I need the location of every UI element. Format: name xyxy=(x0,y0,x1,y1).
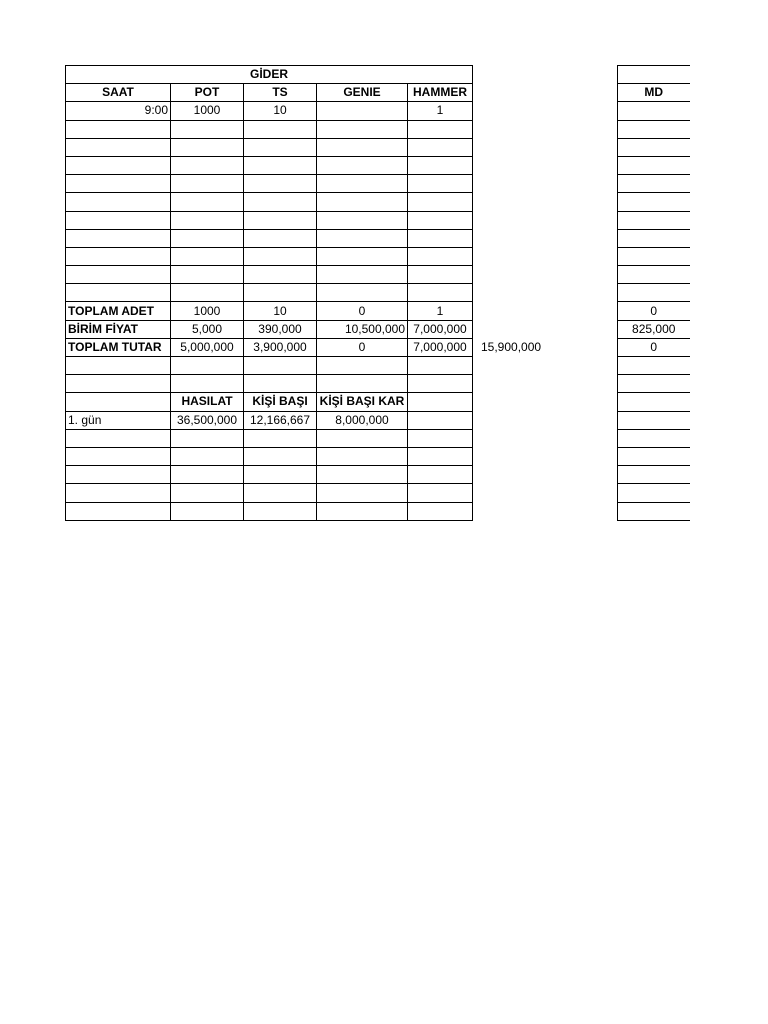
cell[interactable] xyxy=(66,502,171,520)
cell[interactable] xyxy=(171,502,244,520)
cell-ts[interactable]: 10 xyxy=(244,302,317,320)
table-row xyxy=(66,502,473,520)
cell[interactable] xyxy=(317,138,408,156)
header-kisi-basi: KİŞİ BAŞI xyxy=(244,393,317,411)
cell[interactable] xyxy=(618,66,690,84)
cell[interactable] xyxy=(317,229,408,247)
table-row xyxy=(66,466,473,484)
cell[interactable] xyxy=(317,247,408,265)
grand-total: 15,900,000 xyxy=(481,340,542,354)
cell[interactable] xyxy=(618,429,690,447)
cell[interactable] xyxy=(66,266,171,284)
cell[interactable] xyxy=(66,484,171,502)
cell[interactable] xyxy=(171,357,244,375)
cell[interactable] xyxy=(244,120,317,138)
header-saat: SAAT xyxy=(66,84,171,102)
cell[interactable] xyxy=(317,266,408,284)
cell-ts[interactable]: 10 xyxy=(244,102,317,120)
cell[interactable] xyxy=(408,447,473,465)
label-toplam-tutar: TOPLAM TUTAR xyxy=(66,338,171,356)
table-row xyxy=(66,357,473,375)
table-row xyxy=(66,229,473,247)
table-row xyxy=(66,266,473,284)
cell[interactable] xyxy=(171,429,244,447)
cell[interactable] xyxy=(66,120,171,138)
cell[interactable] xyxy=(171,266,244,284)
cell[interactable] xyxy=(317,484,408,502)
cell[interactable] xyxy=(171,284,244,302)
cell[interactable] xyxy=(317,120,408,138)
cell[interactable] xyxy=(618,447,690,465)
cell-pot[interactable]: 5,000,000 xyxy=(171,338,244,356)
cell-hasilat[interactable]: 36,500,000 xyxy=(171,411,244,429)
cell[interactable] xyxy=(317,211,408,229)
cell[interactable] xyxy=(171,120,244,138)
cell[interactable] xyxy=(408,247,473,265)
header-pot: POT xyxy=(171,84,244,102)
header-hasilat: HASILAT xyxy=(171,393,244,411)
cell[interactable] xyxy=(317,466,408,484)
cell[interactable] xyxy=(244,156,317,174)
cell[interactable] xyxy=(66,357,171,375)
cell[interactable] xyxy=(618,193,690,211)
cell-genie[interactable] xyxy=(317,102,408,120)
cell[interactable] xyxy=(171,229,244,247)
header-hammer: HAMMER xyxy=(408,84,473,102)
cell[interactable] xyxy=(408,375,473,393)
gider-title: GİDER xyxy=(66,66,473,84)
cell[interactable] xyxy=(618,175,690,193)
cell[interactable] xyxy=(171,193,244,211)
cell-ts[interactable]: 390,000 xyxy=(244,320,317,338)
cell[interactable] xyxy=(66,175,171,193)
cell[interactable] xyxy=(408,484,473,502)
header-md: MD xyxy=(618,84,690,102)
table-row xyxy=(66,102,473,120)
cell[interactable] xyxy=(618,284,690,302)
header-row xyxy=(66,84,473,102)
cell-pot[interactable]: 1000 xyxy=(171,302,244,320)
cell[interactable] xyxy=(317,375,408,393)
cell[interactable] xyxy=(171,138,244,156)
cell[interactable] xyxy=(66,211,171,229)
cell[interactable] xyxy=(244,175,317,193)
cell[interactable] xyxy=(408,357,473,375)
table-row xyxy=(66,211,473,229)
cell[interactable] xyxy=(244,266,317,284)
cell[interactable] xyxy=(408,138,473,156)
table-row xyxy=(66,284,473,302)
header-genie: GENIE xyxy=(317,84,408,102)
cell[interactable] xyxy=(408,120,473,138)
cell[interactable] xyxy=(408,175,473,193)
cell-genie[interactable]: 0 xyxy=(317,302,408,320)
cell[interactable] xyxy=(618,411,690,429)
table-row xyxy=(66,175,473,193)
table-row xyxy=(66,429,473,447)
table-row xyxy=(66,138,473,156)
cell-ts[interactable]: 3,900,000 xyxy=(244,338,317,356)
label-day: 1. gün xyxy=(66,411,171,429)
cell[interactable] xyxy=(66,429,171,447)
cell[interactable] xyxy=(244,466,317,484)
summary-row xyxy=(66,411,473,429)
cell[interactable] xyxy=(244,484,317,502)
cell[interactable] xyxy=(244,193,317,211)
cell-hammer[interactable]: 7,000,000 xyxy=(408,320,473,338)
cell[interactable] xyxy=(244,357,317,375)
cell-saat[interactable]: 9:00 xyxy=(66,102,171,120)
cell[interactable] xyxy=(66,138,171,156)
gider-table xyxy=(65,65,473,521)
cell[interactable] xyxy=(317,284,408,302)
cell[interactable] xyxy=(618,375,690,393)
cell[interactable] xyxy=(244,138,317,156)
cell[interactable] xyxy=(171,466,244,484)
cell[interactable] xyxy=(244,429,317,447)
cell-md-toplam-tutar[interactable]: 0 xyxy=(618,338,690,356)
cell-md-birim-fiyat[interactable]: 825,000 xyxy=(618,320,690,338)
cell[interactable] xyxy=(317,175,408,193)
md-table xyxy=(617,65,690,521)
cell[interactable] xyxy=(66,466,171,484)
cell[interactable] xyxy=(408,393,473,411)
cell[interactable] xyxy=(244,502,317,520)
header-ts: TS xyxy=(244,84,317,102)
cell[interactable] xyxy=(618,120,690,138)
cell[interactable] xyxy=(317,193,408,211)
cell-kisi-basi-kar[interactable]: 8,000,000 xyxy=(317,411,408,429)
cell[interactable] xyxy=(408,411,473,429)
table-row xyxy=(66,156,473,174)
cell[interactable] xyxy=(408,156,473,174)
cell-pot[interactable]: 5,000 xyxy=(171,320,244,338)
table-row xyxy=(66,484,473,502)
cell[interactable] xyxy=(618,266,690,284)
cell[interactable] xyxy=(408,502,473,520)
table-row xyxy=(66,193,473,211)
cell[interactable] xyxy=(66,193,171,211)
cell[interactable] xyxy=(171,156,244,174)
cell[interactable] xyxy=(618,357,690,375)
cell[interactable] xyxy=(244,247,317,265)
cell[interactable] xyxy=(66,247,171,265)
cell[interactable] xyxy=(66,375,171,393)
cell[interactable] xyxy=(408,211,473,229)
label-birim-fiyat: BİRİM FİYAT xyxy=(66,320,171,338)
cell[interactable] xyxy=(244,447,317,465)
table-row xyxy=(66,247,473,265)
header-kisi-basi-kar: KİŞİ BAŞI KAR xyxy=(317,393,408,411)
cell[interactable] xyxy=(66,393,171,411)
cell[interactable] xyxy=(408,266,473,284)
cell[interactable] xyxy=(244,211,317,229)
cell[interactable] xyxy=(317,502,408,520)
cell-kisi-basi[interactable]: 12,166,667 xyxy=(244,411,317,429)
cell[interactable] xyxy=(408,466,473,484)
cell-hammer[interactable]: 7,000,000 xyxy=(408,338,473,356)
table-row xyxy=(66,120,473,138)
cell[interactable] xyxy=(66,284,171,302)
cell[interactable] xyxy=(408,193,473,211)
cell[interactable] xyxy=(317,447,408,465)
cell[interactable] xyxy=(618,247,690,265)
cell[interactable] xyxy=(66,447,171,465)
cell[interactable] xyxy=(618,502,690,520)
cell[interactable] xyxy=(618,393,690,411)
cell[interactable] xyxy=(618,484,690,502)
cell[interactable] xyxy=(244,229,317,247)
cell[interactable] xyxy=(171,484,244,502)
cell[interactable] xyxy=(618,466,690,484)
cell[interactable] xyxy=(618,156,690,174)
table-row xyxy=(66,447,473,465)
cell[interactable] xyxy=(408,429,473,447)
cell[interactable] xyxy=(171,375,244,393)
cell-pot[interactable]: 1000 xyxy=(171,102,244,120)
toplam-tutar-row xyxy=(66,338,473,356)
cell[interactable] xyxy=(618,211,690,229)
cell[interactable] xyxy=(408,229,473,247)
cell[interactable] xyxy=(171,247,244,265)
cell[interactable] xyxy=(618,102,690,120)
cell-hammer[interactable]: 1 xyxy=(408,302,473,320)
cell[interactable] xyxy=(317,429,408,447)
cell[interactable] xyxy=(171,447,244,465)
cell[interactable] xyxy=(66,156,171,174)
summary-header-row xyxy=(66,393,473,411)
cell[interactable] xyxy=(171,211,244,229)
cell[interactable] xyxy=(618,229,690,247)
cell[interactable] xyxy=(244,284,317,302)
cell[interactable] xyxy=(618,138,690,156)
toplam-adet-row xyxy=(66,302,473,320)
cell[interactable] xyxy=(66,229,171,247)
cell-genie[interactable]: 0 xyxy=(317,338,408,356)
cell-genie[interactable]: 10,500,000 xyxy=(317,320,408,338)
cell-hammer[interactable]: 1 xyxy=(408,102,473,120)
cell[interactable] xyxy=(317,357,408,375)
birim-fiyat-row xyxy=(66,320,473,338)
cell[interactable] xyxy=(244,375,317,393)
cell-md-toplam-adet[interactable]: 0 xyxy=(618,302,690,320)
cell[interactable] xyxy=(171,175,244,193)
label-toplam-adet: TOPLAM ADET xyxy=(66,302,171,320)
cell[interactable] xyxy=(408,284,473,302)
cell[interactable] xyxy=(317,156,408,174)
table-row xyxy=(66,375,473,393)
